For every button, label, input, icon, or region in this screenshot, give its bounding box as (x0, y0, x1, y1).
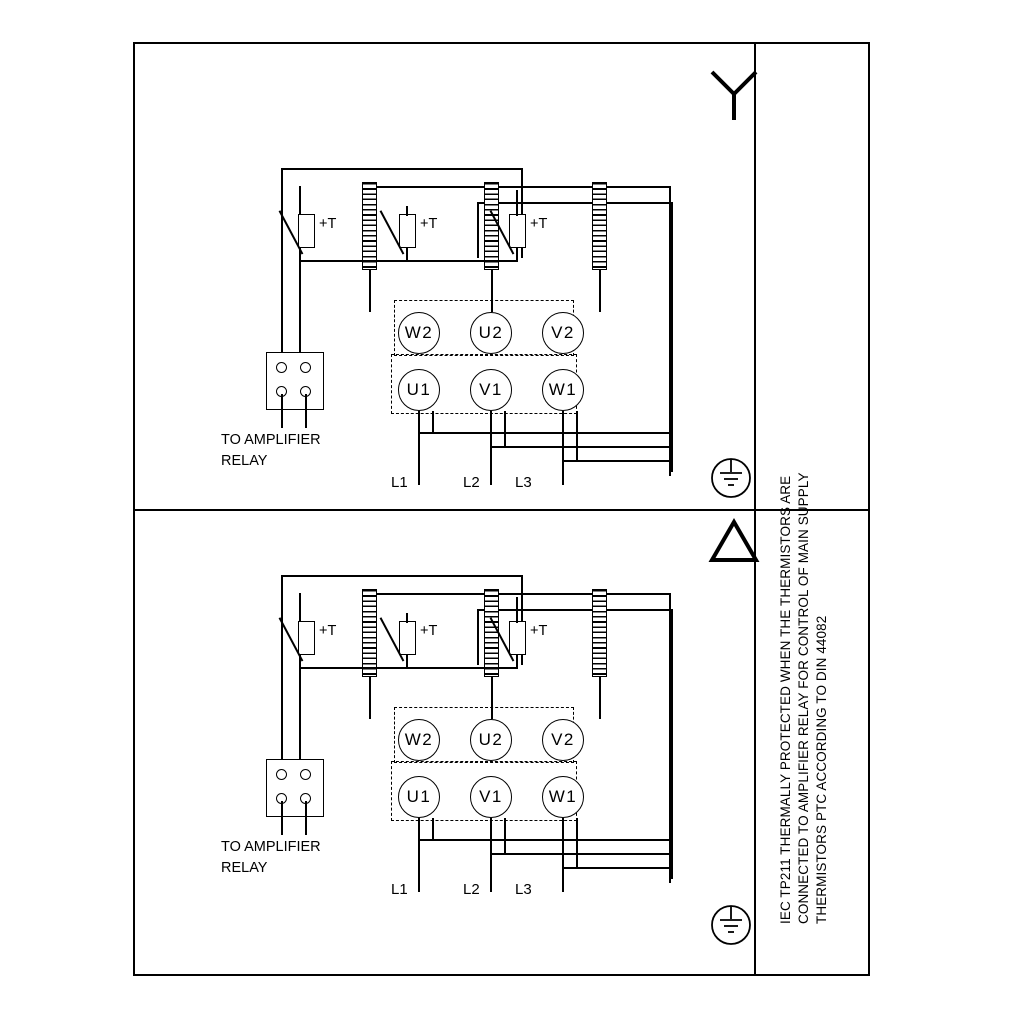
wire-phase-l2-2 (490, 818, 492, 892)
terminal-u1-2[interactable]: U1 (398, 776, 440, 818)
amplifier-relay-terminal-block[interactable] (266, 352, 324, 410)
relay-terminal-dot-1-2 (276, 769, 287, 780)
wire-th-chain-2 (406, 260, 517, 262)
wire-return-tap-3-2 (576, 818, 578, 867)
wire-relay-lead-2-2 (305, 801, 307, 835)
terminal-u2[interactable]: U2 (470, 312, 512, 354)
phase-label-l1: L1 (391, 474, 408, 491)
phase-label-l2-2: L2 (463, 881, 480, 898)
relay-caption-line-2: RELAY (221, 453, 268, 469)
delta-triangle-icon (704, 514, 764, 566)
wire-phase-l3-2 (562, 818, 564, 892)
wire-th2-top-2 (406, 613, 408, 623)
wire-relay-lead-1-2 (281, 801, 283, 835)
wire-return-tap-3 (576, 411, 578, 460)
wire-top-c-2 (477, 609, 671, 611)
star-wye-icon (704, 64, 764, 122)
thermistor-2-label: +T (420, 216, 438, 232)
wire-coil1-out-2 (369, 677, 371, 719)
terminal-w1[interactable]: W1 (542, 369, 584, 411)
wire-th3-top (516, 190, 518, 216)
terminal-v1-2[interactable]: V1 (470, 776, 512, 818)
wire-top-b-2 (369, 593, 669, 595)
thermistor-3-2 (509, 621, 526, 655)
phase-label-l2: L2 (463, 474, 480, 491)
thermistor-2 (399, 214, 416, 248)
terminal-u2-2[interactable]: U2 (470, 719, 512, 761)
winding-coil-3-2 (592, 589, 607, 677)
thermistor-3-label-2: +T (530, 623, 548, 639)
thermistor-2-slash (380, 210, 404, 254)
wire-drop-t2 (477, 202, 479, 258)
panel-delta (133, 489, 754, 956)
wire-drop-t2-2 (477, 609, 479, 665)
winding-coil-1-2 (362, 589, 377, 677)
wire-return-3-2 (562, 867, 671, 869)
wire-return-2 (490, 446, 671, 448)
wire-return-1-2 (418, 839, 671, 841)
thermistor-1-2 (298, 621, 315, 655)
wire-return-tap-1 (432, 411, 434, 432)
relay-terminal-dot-1 (276, 362, 287, 373)
terminal-w2-2[interactable]: W2 (398, 719, 440, 761)
wire-top-a (281, 168, 521, 170)
relay-terminal-dot-2-2 (300, 769, 311, 780)
thermistor-2-label-2: +T (420, 623, 438, 639)
wire-return-tap-2 (504, 411, 506, 446)
wire-top-a-2 (281, 575, 521, 577)
thermistor-1 (298, 214, 315, 248)
wire-relay-lead-2 (305, 394, 307, 428)
thermistor-2-slash-2 (380, 617, 404, 661)
wire-phase-l1-2 (418, 818, 420, 892)
wire-return-tap-2-2 (504, 818, 506, 853)
wire-relay-lead-1 (281, 394, 283, 428)
phase-label-l3-2: L3 (515, 881, 532, 898)
thermistor-3-label: +T (530, 216, 548, 232)
wire-th-chain-1-2 (299, 667, 407, 669)
wire-phase-l1 (418, 411, 420, 485)
terminal-v1[interactable]: V1 (470, 369, 512, 411)
wire-top-c (477, 202, 671, 204)
note-line-3: THERMISTORS PTC ACCORDING TO DIN 44082 (814, 615, 829, 924)
note-line-1: IEC TP211 THERMALLY PROTECTED WHEN THE THERMISTORS ARE (778, 475, 793, 924)
wire-phase-l2 (490, 411, 492, 485)
note-line-2: CONNECTED TO AMPLIFIER RELAY FOR CONTROL OF MAIN SUPPLY (796, 472, 811, 924)
panel-star (133, 42, 754, 509)
terminal-w2[interactable]: W2 (398, 312, 440, 354)
wire-coil3-out-2 (599, 677, 601, 719)
wire-return-tap-1-2 (432, 818, 434, 839)
thermistor-1-label-2: +T (319, 623, 337, 639)
winding-coil-3 (592, 182, 607, 270)
relay-terminal-dot-2 (300, 362, 311, 373)
earth-ground-icon-2 (703, 899, 759, 951)
wire-top-b (369, 186, 669, 188)
terminal-u1[interactable]: U1 (398, 369, 440, 411)
wire-return-2-2 (490, 853, 671, 855)
wire-th3-top-2 (516, 597, 518, 623)
thermistor-2-2 (399, 621, 416, 655)
wire-coil1-out (369, 270, 371, 312)
amplifier-relay-terminal-block-2[interactable] (266, 759, 324, 817)
terminal-w1-2[interactable]: W1 (542, 776, 584, 818)
note-column (756, 42, 870, 976)
wire-phase-l3 (562, 411, 564, 485)
thermistor-1-label: +T (319, 216, 337, 232)
wire-th2-top (406, 206, 408, 216)
relay-caption-line-2-2: RELAY (221, 860, 268, 876)
thermistor-3 (509, 214, 526, 248)
wire-th-chain-2-2 (406, 667, 517, 669)
wire-return-3 (562, 460, 671, 462)
relay-caption-line-1: TO AMPLIFIER (221, 432, 321, 448)
phase-label-l1-2: L1 (391, 881, 408, 898)
wire-coil3-out (599, 270, 601, 312)
wire-drop-right-inner (671, 202, 673, 472)
terminal-v2-2[interactable]: V2 (542, 719, 584, 761)
winding-coil-1 (362, 182, 377, 270)
wire-return-1 (418, 432, 671, 434)
phase-label-l3: L3 (515, 474, 532, 491)
wire-drop-right-inner-2 (671, 609, 673, 879)
terminal-v2[interactable]: V2 (542, 312, 584, 354)
wire-th-chain-1 (299, 260, 407, 262)
relay-caption-line-1-2: TO AMPLIFIER (221, 839, 321, 855)
